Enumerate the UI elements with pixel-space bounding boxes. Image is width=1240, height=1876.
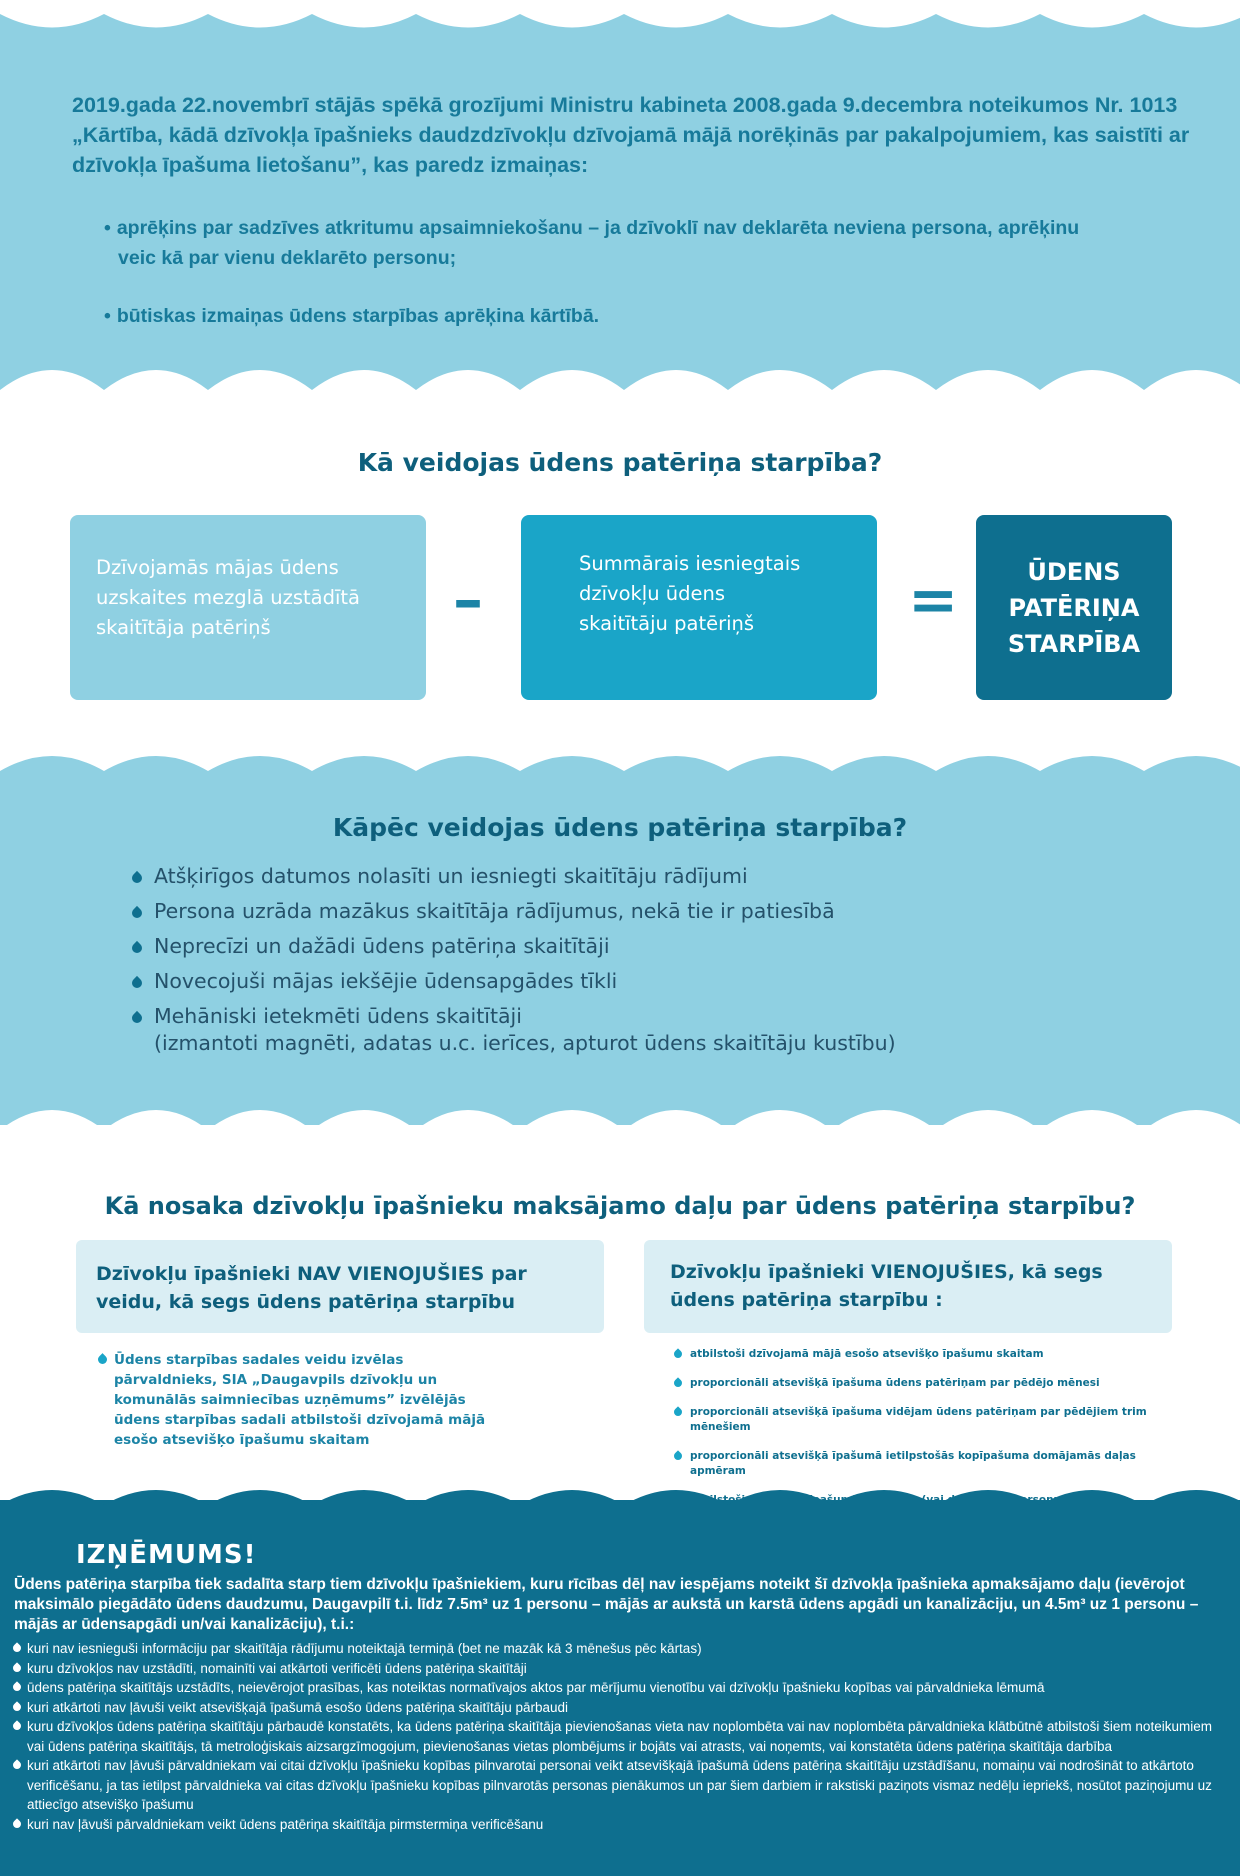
formula-heading: Kā veidojas ūdens patēriņa starpība? (357, 448, 883, 477)
water-drop-icon (130, 1011, 144, 1025)
reasons-list (128, 863, 896, 1057)
not-agreed-panel (76, 1240, 604, 1333)
exception-title: IZŅĒMUMS! (76, 1540, 257, 1570)
water-drop-icon (96, 1353, 109, 1366)
exception-text: Ūdens patēriņa starpība tiek sadalīta starp tiem dzīvokļu īpašniekiem, kuru rīcības dēļ nav iespējams noteikt šī dzīvokļa īpašnieka apmaksājamo daļu (ievērojot maksimālo piegādāto ūdens daudzumu, Daugavpilī t.i. līdz 7.5m³ uz 1 personu – mājās ar aukstā un karstā ūdens apgādi un kanalizāciju, un 4.5m³ uz 1 personu – mājās ar ūdensapgādi un/vai kanalizāciju), t.i.: (14, 1576, 1199, 1633)
agreed-item: proporcionāli atsevišķā īpašumā ietilpstošās kopīpašuma domājamās daļas apmēram (672, 1449, 1172, 1479)
exception-item: ūdens patēriņa skaitītājs uzstādīts, neievērojot prasības, kas noteiktas normatīvajos aktos par mērījumu vienotību vai dzīvokļu īpašnieku kopības vai pārvaldnieka lēmumā (12, 1678, 1222, 1698)
water-drop-icon (11, 1701, 22, 1712)
water-drop-icon (11, 1759, 22, 1770)
reason-item: Atšķirīgos datumos nolasīti un iesniegti skaitītāju rādījumi (128, 863, 896, 890)
result-label: ŪDENS PATĒRIŅA STARPĪBA (1007, 557, 1141, 658)
intro-section (0, 0, 1240, 395)
not-agreed-list (94, 1350, 494, 1450)
water-drop-icon (672, 1377, 683, 1388)
allocation-heading: Kā nosaka dzīvokļu īpašnieku maksājamo daļu par ūdens patēriņa starpību? (104, 1192, 1136, 1220)
intro-bullet: • būtiskas izmaiņas ūdens starpības aprēķina kārtībā. (104, 301, 1104, 331)
intro-bottom-wave (0, 370, 1240, 410)
agreed-title: Dzīvokļu īpašnieki VIENOJUŠIES, kā segs ūdens patēriņa starpību : (670, 1261, 1103, 1311)
apartment-meters-box: Summārais iesniegtais dzīvokļu ūdens skaitītāju patēriņš (521, 515, 877, 700)
exception-list (12, 1639, 1222, 1834)
water-drop-icon (130, 871, 144, 885)
agreed-item: proporcionāli atsevišķā īpašuma vidējam ūdens patēriņam par pēdējiem trim mēnešiem (672, 1405, 1172, 1435)
water-drop-icon (11, 1818, 22, 1829)
exception-item: kuri atkārtoti nav ļāvuši pārvaldniekam vai citai dzīvokļu īpašnieku kopības pilnvarotai personai veikt atsevišķajā īpašumā ūdens patēriņa skaitītāju uzstādīšanu, nomaiņu vai nodrošināt to atkārtoto verificēšanu, ja tas ietilpst pārvaldnieka vai citas dzīvokļu īpašnieku kopības pilnvarotās personas pienākumos un par šiem darbiem ir rakstiski paziņots vismaz nedēļu iepriekš, nosūtot paziņojumu uz attiecīgo atsevišķo īpašumu (12, 1756, 1222, 1815)
equals-sign: = (908, 565, 959, 635)
house-meter-box: Dzīvojamās mājas ūdens uzskaites mezglā uzstādītā skaitītāja patēriņš (70, 515, 426, 700)
exception-item: kuru dzīvokļos nav uzstādīti, nomainīti vai atkārtoti verificēti ūdens patēriņa skaitītāji (12, 1659, 1222, 1679)
reason-item: Mehāniski ietekmēti ūdens skaitītāji (izmantoti magnēti, adatas u.c. ierīces, apturot ūdens skaitītāju kustību) (128, 1003, 896, 1057)
water-drop-icon (130, 906, 144, 920)
result-box (976, 515, 1172, 700)
reason-item: Novecojuši mājas iekšējie ūdensapgādes tīkli (128, 968, 896, 995)
reason-item: Persona uzrāda mazākus skaitītāja rādījumus, nekā tie ir patiesībā (128, 898, 896, 925)
not-agreed-title: Dzīvokļu īpašnieki NAV VIENOJUŠIES par veidu, kā segs ūdens patēriņa starpību (96, 1263, 527, 1313)
water-drop-icon (672, 1406, 683, 1417)
reason-item: Neprecīzi un dažādi ūdens patēriņa skaitītāji (128, 933, 896, 960)
exception-item: kuri nav iesnieguši informāciju par skaitītāja rādījumu noteiktajā termiņā (bet ne mazāk kā 3 mēnešus pēc kārtas) (12, 1639, 1222, 1659)
intro-bullet: • aprēķins par sadzīves atkritumu apsaimniekošanu – ja dzīvoklī nav deklarēta neviena persona, aprēķinu veic kā par vienu deklarēto personu; (104, 213, 1104, 273)
minus-sign: – (453, 565, 483, 635)
intro-bullet-list (104, 213, 1104, 331)
water-drop-icon (11, 1720, 22, 1731)
reasons-heading: Kāpēc veidojas ūdens patēriņa starpība? (332, 813, 908, 842)
water-drop-icon (11, 1681, 22, 1692)
top-wave-decoration (0, 0, 1240, 29)
exception-item: kuri atkārtoti nav ļāvuši veikt atsevišķajā īpašumā esošo ūdens patēriņa skaitītāju pārbaudi (12, 1698, 1222, 1718)
reasons-top-wave (0, 756, 1240, 786)
water-drop-icon (672, 1348, 683, 1359)
exception-item: kuri nav ļāvuši pārvaldniekam veikt ūdens patēriņa skaitītāja pirmstermiņa verificēšanu (12, 1815, 1222, 1835)
water-drop-icon (672, 1450, 683, 1461)
agreed-panel (644, 1240, 1172, 1333)
exception-top-wave (0, 1490, 1240, 1520)
agreed-item: atbilstoši dzīvojamā mājā esošo atsevišķo īpašumu skaitam (672, 1347, 1172, 1362)
water-drop-icon (130, 941, 144, 955)
water-drop-icon (130, 976, 144, 990)
agreed-item: proporcionāli atsevišķā īpašuma ūdens patēriņam par pēdējo mēnesi (672, 1376, 1172, 1391)
reason-item-note: (izmantoti magnēti, adatas u.c. ierīces, apturot ūdens skaitītāju kustību) (154, 1031, 896, 1055)
exception-item: kuru dzīvokļos ūdens patēriņa skaitītāju pārbaudē konstatēts, ka ūdens patēriņa skaitītāja pievienošanas vieta nav noplombēta vai nav noplombēta pārvaldnieka klātbūtnē atbilstoši šiem noteikumiem vai ūdens patēriņa skaitītājs, tā metroloģiskais aizsargzīmogojum, pievienošanas vietas plombējums ir bojāts vai atrasts, vai noņemts, vai konstatēta ūdens patēriņa skaitītāja darbība (12, 1717, 1222, 1756)
water-drop-icon (11, 1662, 22, 1673)
not-agreed-item: Ūdens starpības sadales veidu izvēlas pārvaldnieks, SIA „Daugavpils dzīvokļu un komunālās saimniecības uzņēmums” izvēlējās ūdens starpības sadali atbilstoši dzīvojamā mājā esošo atsevišķo īpašumu skaitam (94, 1350, 494, 1450)
intro-paragraph: 2019.gada 22.novembrī stājās spēkā grozījumi Ministru kabineta 2008.gada 9.decembra noteikumos Nr. 1013 „Kārtība, kādā dzīvokļa īpašnieks daudzdzīvokļu dzīvojamā mājā norēķinās par pakalpojumiem, kas saistīti ar dzīvokļa īpašuma lietošanu”, kas paredz izmaiņas: (72, 93, 1190, 177)
reasons-bottom-wave (0, 1110, 1240, 1150)
water-drop-icon (11, 1642, 22, 1653)
